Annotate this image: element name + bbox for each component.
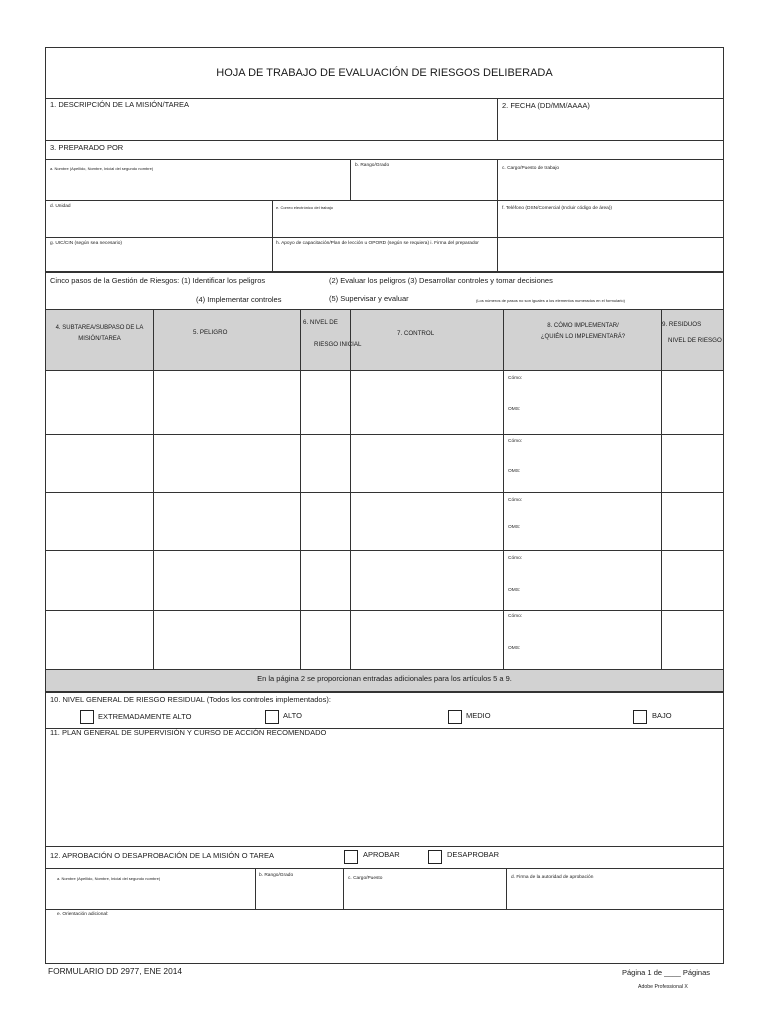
col-initial-risk-header-2: RIESGO INICIAL bbox=[314, 341, 362, 348]
additional-guidance-label: e. Orientación adicional: bbox=[57, 912, 109, 917]
training-support-label: h. Apoyo de capacitación/Plan de lección u OPORD (según se requiera) i. Firma del preparador bbox=[276, 241, 479, 246]
table-row[interactable]: Cómo: OMS: bbox=[508, 439, 523, 474]
position-field[interactable] bbox=[502, 176, 720, 196]
phone-field[interactable] bbox=[502, 214, 720, 234]
disapprove-checkbox[interactable] bbox=[428, 850, 442, 864]
col-control-header: 7. CONTROL bbox=[397, 330, 435, 337]
low-checkbox[interactable] bbox=[633, 710, 647, 724]
medium-label: MEDIO bbox=[466, 711, 491, 720]
high-label: ALTO bbox=[283, 711, 302, 720]
steps-note: (Los números de pasos no son iguales a los elementos numerados en el formulario) bbox=[476, 298, 625, 303]
unit-field[interactable] bbox=[50, 214, 268, 234]
approver-position-label: c. Cargo/Puesto bbox=[348, 876, 383, 881]
name-label: a. Nombre (Apellido, Nombre, Inicial del segundo nombre) bbox=[50, 166, 154, 171]
name-field[interactable] bbox=[50, 176, 346, 196]
supervision-plan-label: 11. PLAN GENERAL DE SUPERVISIÓN Y CURSO DE ACCIÓN RECOMENDADO bbox=[50, 728, 327, 737]
uic-label: g. UIC/CIN (según sea necesario) bbox=[50, 241, 122, 246]
position-label: c. Cargo/Puesto de trabajo bbox=[502, 166, 560, 171]
approver-signature-label: d. Firma de la autoridad de aprobación bbox=[511, 875, 594, 880]
rank-field[interactable] bbox=[355, 176, 493, 196]
high-checkbox[interactable] bbox=[265, 710, 279, 724]
col-subtask-header: 4. SUBTAREA/SUBPASO DE LA MISIÓN/TAREA bbox=[55, 325, 144, 343]
uic-field[interactable] bbox=[50, 251, 268, 269]
extremely-high-checkbox[interactable] bbox=[80, 710, 94, 724]
risk-steps-line2: (4) Implementar controles bbox=[196, 295, 282, 304]
approver-signature-field[interactable] bbox=[511, 885, 719, 905]
col-initial-risk-header-1: 6. NIVEL DE bbox=[303, 319, 338, 326]
table-row[interactable]: Cómo: OMS: bbox=[508, 614, 523, 651]
supervision-plan-field[interactable] bbox=[50, 740, 719, 842]
page-count: Página 1 de ____ Páginas bbox=[622, 968, 710, 977]
approver-rank-field[interactable] bbox=[259, 885, 339, 905]
extremely-high-label: EXTREMADAMENTE ALTO bbox=[98, 712, 192, 721]
work-email-label: e. Correo electrónico del trabajo bbox=[276, 205, 333, 210]
additional-guidance-field[interactable] bbox=[57, 922, 719, 960]
unit-label: d. Unidad bbox=[50, 204, 71, 209]
residual-risk-label: 10. NIVEL GENERAL DE RIESGO RESIDUAL (Todos los controles implementados): bbox=[50, 695, 331, 704]
approve-checkbox[interactable] bbox=[344, 850, 358, 864]
mission-description-label: 1. DESCRIPCIÓN DE LA MISIÓN/TAREA bbox=[50, 100, 190, 109]
phone-label: f. Teléfono (DSN/Comercial (Incluir código de área)) bbox=[502, 206, 613, 211]
mission-description-field[interactable] bbox=[50, 110, 496, 138]
approver-position-field[interactable] bbox=[348, 885, 502, 905]
approval-label: 12. APROBACIÓN O DESAPROBACIÓN DE LA MISIÓN O TAREA bbox=[50, 851, 274, 860]
date-label: 2. FECHA (DD/MM/AAAA) bbox=[502, 101, 590, 110]
additional-entries-note: En la página 2 se proporcionan entradas adicionales para los artículos 5 a 9. bbox=[257, 674, 512, 683]
col-hazard-header: 5. PELIGRO bbox=[193, 329, 228, 336]
risk-steps-line1b: (2) Evaluar los peligros (3) Desarrollar controles y tomar decisiones bbox=[329, 276, 553, 285]
risk-steps-line2b: (5) Supervisar y evaluar bbox=[329, 294, 409, 303]
software-note: Adobe Professional X bbox=[638, 984, 688, 990]
table-row[interactable]: Cómo: OMS: bbox=[508, 556, 523, 593]
col-implement-header: 8. CÓMO IMPLEMENTAR/ ¿QUIÉN LO IMPLEMENTARÁ? bbox=[540, 323, 626, 341]
preparer-signature-field[interactable] bbox=[502, 251, 720, 269]
approve-label: APROBAR bbox=[363, 850, 400, 859]
medium-checkbox[interactable] bbox=[448, 710, 462, 724]
rank-label: b. Rango/Grado bbox=[355, 163, 390, 168]
risk-assessment-form bbox=[45, 47, 724, 964]
date-field[interactable] bbox=[502, 112, 720, 138]
low-label: BAJO bbox=[652, 711, 672, 720]
col-residual-header-1: 9. RESIDUOS bbox=[662, 321, 702, 328]
form-title: HOJA DE TRABAJO DE EVALUACIÓN DE RIESGOS DELIBERADA bbox=[216, 67, 553, 79]
col-residual-header-2: NIVEL DE RIESGO bbox=[668, 337, 722, 344]
work-email-field[interactable] bbox=[276, 214, 494, 234]
risk-steps-line1: Cinco pasos de la Gestión de Riesgos: (1) Identificar los peligros bbox=[50, 276, 266, 285]
disapprove-label: DESAPROBAR bbox=[447, 850, 500, 859]
prepared-by-label: 3. PREPARADO POR bbox=[50, 143, 124, 152]
table-row[interactable]: Cómo: OMS: bbox=[508, 498, 523, 530]
table-row[interactable]: Cómo: OMS: bbox=[508, 376, 523, 412]
training-support-field[interactable] bbox=[276, 251, 494, 269]
approver-rank-label: b. Rango/Grado bbox=[259, 873, 294, 878]
approver-name-label: a. Nombre (Apellido, Nombre, Inicial del segundo nombre) bbox=[57, 876, 161, 881]
approver-name-field[interactable] bbox=[57, 885, 251, 905]
form-number: FORMULARIO DD 2977, ENE 2014 bbox=[48, 966, 183, 976]
